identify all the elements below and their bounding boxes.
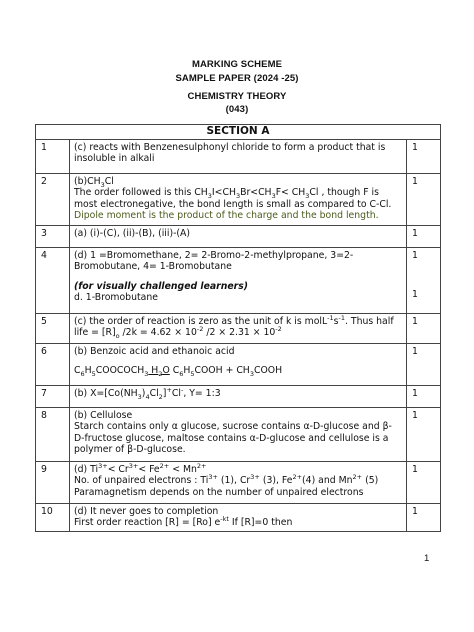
- mark-value: 1 1: [406, 247, 440, 313]
- mark-value: 1: [406, 173, 440, 225]
- answer-text: (c) reacts with Benzenesulphonyl chloride to form a product that is insoluble in alkali: [70, 139, 407, 173]
- mark-value: 1: [406, 461, 440, 503]
- answer-text: (c) the order of reaction is zero as the unit of k is $molL^{-1}s^{-1}$. Thus half life = $[R]_o$ $/2k = 4.62 \times 10^{-2}$ $/2 \times 2.31 \times 10^{-2}$: [70, 313, 407, 343]
- answer-text: [70, 173, 407, 225]
- table-row: [36, 407, 441, 461]
- mark-value: 1: [406, 385, 440, 407]
- mark-value: 1: [406, 313, 440, 343]
- vi-answer: d. 1-Bromobutane: [74, 292, 158, 304]
- answer-line: No. of unpaired electrons : $Ti^{3+}$ (1), $Cr^{3+}$ (3), $Fe^{2+}(4)$ and $Mn^{2+}$ (5): [74, 473, 379, 487]
- table-row: [36, 313, 441, 343]
- table-row: [36, 173, 441, 225]
- mark-value: 1: [406, 139, 440, 173]
- mark-value: 1: [406, 225, 440, 247]
- doc-title-line1: MARKING SCHEME: [191, 59, 283, 70]
- answer-line: (b) Benzoic acid and ethanoic acid: [74, 345, 235, 357]
- answer-line: (d) 1 =Bromomethane, 2= 2-Bromo-2-methylpropane, 3=2-Bromobutane, 4= 1-Bromobutane: [74, 249, 354, 273]
- question-number: 5: [36, 313, 70, 343]
- answer-line: (b) Cellulose: [74, 409, 133, 421]
- table-row: [36, 503, 441, 531]
- answer-line: (d) $Ti^{3+}< Cr^{3+}< Fe^{2+} < Mn^{2+}$: [74, 461, 207, 475]
- answer-line: First order reaction [R] = [Ro] $e^{-kt}$ If [R]=0 then: [74, 515, 293, 529]
- doc-title-line3: CHEMISTRY THEORY: [187, 91, 287, 102]
- doc-title-line4: (043): [225, 104, 249, 115]
- answer-line: Paramagnetism depends on the number of unpaired electrons: [74, 486, 364, 498]
- question-number: 7: [36, 385, 70, 407]
- question-number: 10: [36, 503, 70, 531]
- question-number: 1: [36, 139, 70, 173]
- answer-text: [70, 343, 407, 385]
- question-number: 9: [36, 461, 70, 503]
- marking-table: [35, 124, 441, 532]
- doc-title-line2: SAMPLE PAPER (2024 -25): [175, 73, 299, 84]
- answer-text: (a) (i)-(C), (ii)-(B), (iii)-(A): [70, 225, 407, 247]
- question-number: 3: [36, 225, 70, 247]
- answer-text: [70, 247, 407, 313]
- table-row: [36, 343, 441, 385]
- vi-label: (for visually challenged learners): [74, 280, 249, 292]
- table-row: [36, 139, 441, 173]
- answer-line: The order followed is this $CH_3I<CH_3Br<CH_3F< CH_3Cl$ , though F is most electronegative, the bond length is small as compared to C-Cl.: [74, 187, 392, 210]
- answer-text: [70, 503, 407, 531]
- table-row: [36, 461, 441, 503]
- question-number: 8: [36, 407, 70, 461]
- page-number: 1: [424, 553, 430, 564]
- answer-text: [70, 461, 407, 503]
- answer-text: (b) $X=[Co(NH_3)_4Cl_2]^+Cl^-$, Y= 1:3: [70, 385, 407, 407]
- table-row: [36, 385, 441, 407]
- answer-line: Starch contains only α glucose, sucrose contains α-D-glucose and β-D-fructose glucose, maltose contains α-D-glucose and cellulose is a polymer of β-D-glucose.: [74, 421, 392, 456]
- answer-line: $(b)CH_3Cl$: [74, 175, 114, 189]
- table-row: [36, 247, 441, 313]
- table-row: [36, 225, 441, 247]
- question-number: 6: [36, 343, 70, 385]
- question-number: 4: [36, 247, 70, 313]
- answer-note: Dipole moment is the product of the charge and the bond length.: [74, 210, 379, 222]
- section-header-row: [36, 125, 441, 140]
- mark-value: 1: [406, 503, 440, 531]
- section-title: SECTION A: [36, 125, 441, 140]
- question-number: 2: [36, 173, 70, 225]
- mark-value: 1: [406, 407, 440, 461]
- answer-text: [70, 407, 407, 461]
- answer-line: (d) It never goes to completion: [74, 505, 219, 517]
- reaction-equation: $C_6H_5COOCOCH_3$ $H_2O$ $C_6H_5COOH$ + $CH_3COOH$: [74, 365, 283, 379]
- mark-value: 1: [406, 343, 440, 385]
